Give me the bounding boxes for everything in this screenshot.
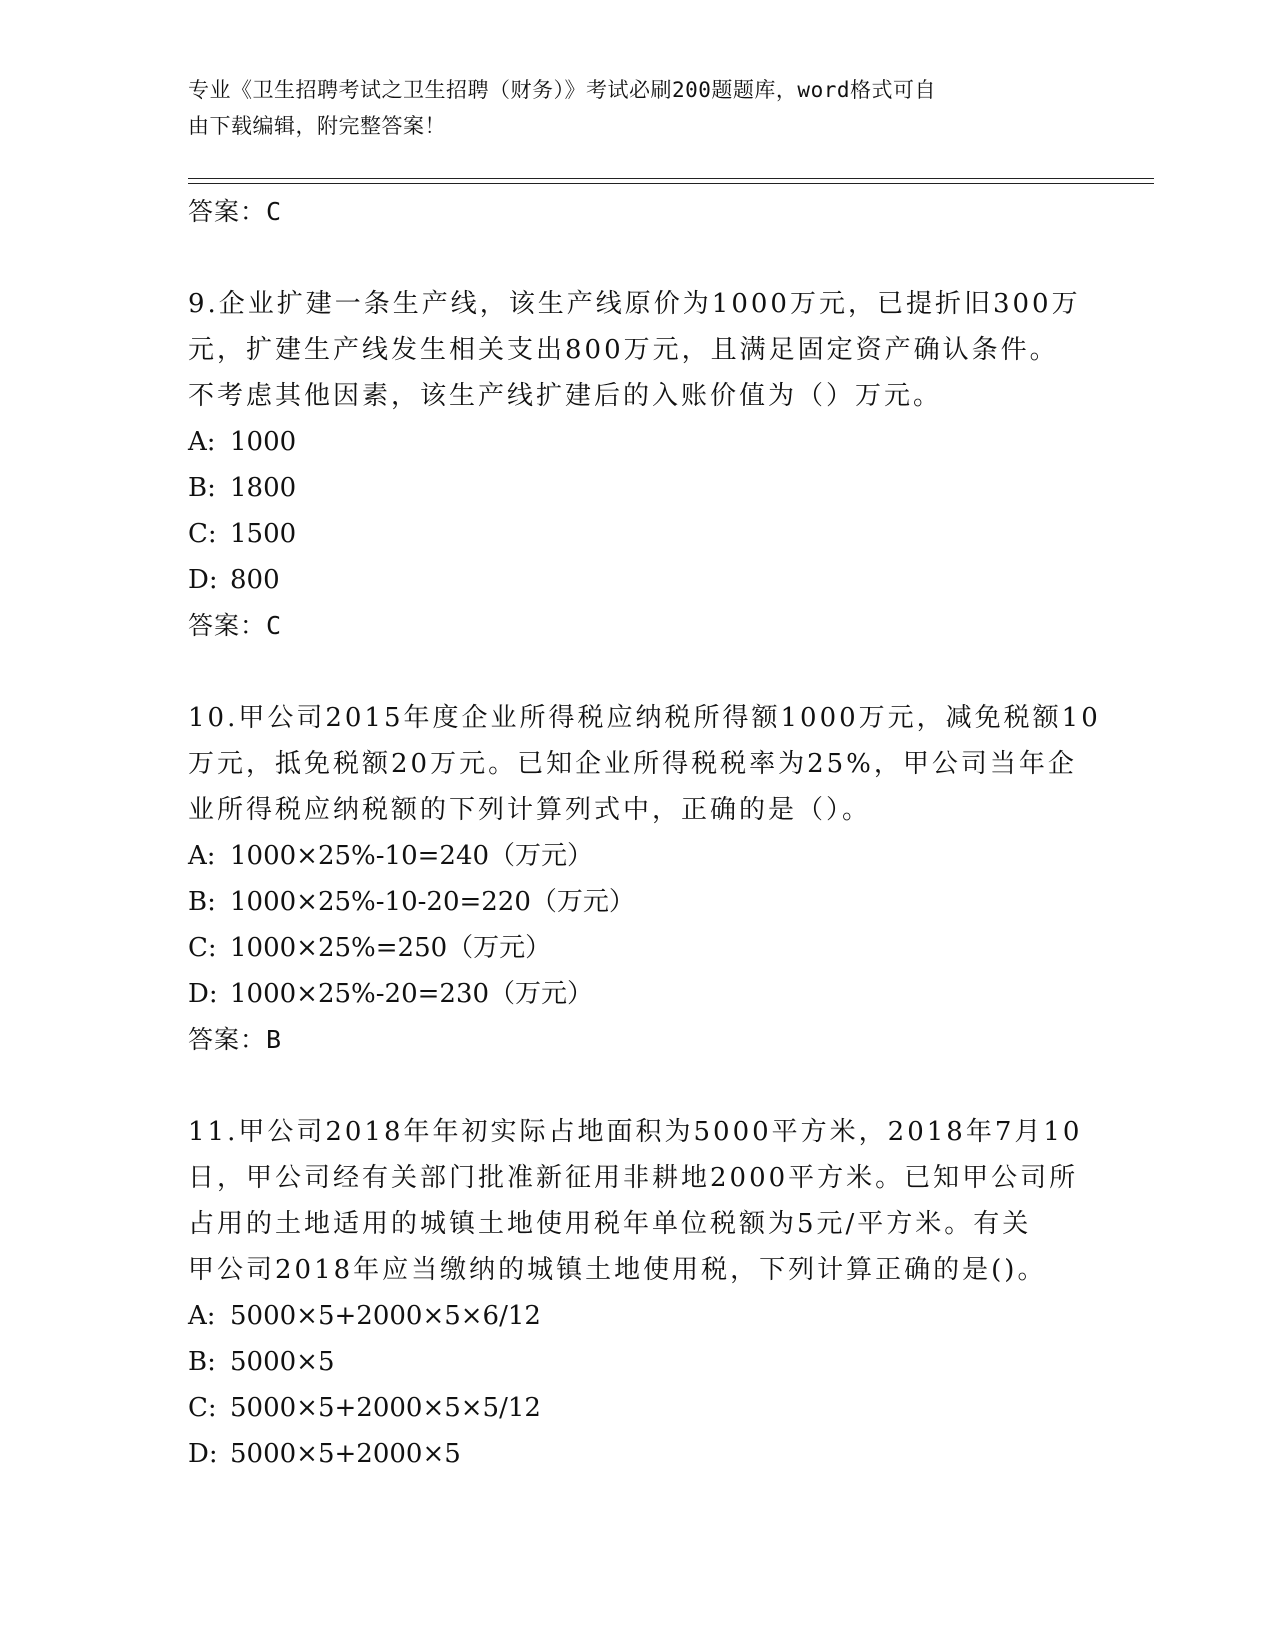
option-text: 1500 (230, 519, 297, 549)
option-d (188, 971, 1088, 1017)
spacer (188, 649, 1088, 695)
stem-line: 11.甲公司2018年年初实际占地面积为5000平方米，2018年7月10 (188, 1117, 1083, 1147)
question-9 (188, 281, 1088, 649)
spacer (188, 235, 1088, 281)
question-stem (188, 281, 1088, 419)
spacer (188, 1063, 1088, 1109)
option-c (188, 925, 1088, 971)
option-letter: C: (188, 1393, 217, 1423)
option-d (188, 557, 1088, 603)
option-text: 5000×5+2000×5×5/12 (230, 1393, 541, 1423)
question-list (188, 189, 1101, 1477)
stem-line: 甲公司2018年应当缴纳的城镇土地使用税，下列计算正确的是()。 (188, 1255, 1047, 1285)
option-text: 1000×25%-10=240（万元） (230, 841, 594, 871)
option-text: 800 (230, 565, 280, 595)
option-a (188, 419, 1088, 465)
option-text: 1000×25%-10-20=220（万元） (230, 887, 635, 917)
stem-line: 万元，抵免税额20万元。已知企业所得税税率为25%，甲公司当年企 (188, 749, 1077, 779)
option-b (188, 879, 1088, 925)
question-10 (188, 695, 1101, 1063)
option-letter: D: (188, 565, 218, 595)
stem-line: 不考虑其他因素，该生产线扩建后的入账价值为（）万元。 (188, 381, 943, 411)
stem-line: 9.企业扩建一条生产线，该生产线原价为1000万元，已提折旧300万 (188, 289, 1081, 319)
option-letter: D: (188, 1439, 218, 1469)
header-divider-top (188, 178, 1154, 179)
option-c (188, 511, 1088, 557)
stem-line: 占用的土地适用的城镇土地使用税年单位税额为5元/平方米。有关 (188, 1209, 1032, 1239)
option-letter: A: (188, 427, 216, 457)
question-11 (188, 1109, 1088, 1477)
stem-line: 业所得税应纳税额的下列计算列式中，正确的是（）。 (188, 795, 872, 825)
header-line-2: 由下载编辑，附完整答案！ (188, 114, 446, 138)
option-b (188, 1339, 1088, 1385)
question-stem (188, 1109, 1088, 1293)
stem-line: 日，甲公司经有关部门批准新征用非耕地2000平方米。已知甲公司所 (188, 1163, 1079, 1193)
option-letter: C: (188, 933, 217, 963)
stem-line: 10.甲公司2015年度企业所得税应纳税所得额1000万元，减免税额10 (188, 703, 1101, 733)
option-letter: B: (188, 1347, 216, 1377)
stem-line: 元，扩建生产线发生相关支出800万元，且满足固定资产确认条件。 (188, 335, 1059, 365)
option-a (188, 1293, 1088, 1339)
question-answer: 答案：C (188, 611, 283, 640)
question-answer: 答案：B (188, 1025, 283, 1054)
option-letter: A: (188, 841, 216, 871)
option-text: 1800 (230, 473, 297, 503)
option-text: 1000×25%-20=230（万元） (230, 979, 594, 1009)
option-letter: D: (188, 979, 218, 1009)
previous-answer: 答案：C (188, 197, 283, 226)
option-letter: A: (188, 1301, 216, 1331)
header-line-1: 专业《卫生招聘考试之卫生招聘（财务）》考试必刷200题题库，word格式可自 (188, 78, 936, 102)
option-text: 5000×5+2000×5×6/12 (230, 1301, 541, 1331)
header-divider-bottom (188, 183, 1154, 184)
option-letter: C: (188, 519, 217, 549)
question-stem (188, 695, 1101, 833)
option-a (188, 833, 1088, 879)
option-text: 1000×25%=250（万元） (230, 933, 552, 963)
option-d (188, 1431, 1088, 1477)
option-text: 5000×5+2000×5 (230, 1439, 461, 1469)
option-letter: B: (188, 473, 216, 503)
option-b (188, 465, 1088, 511)
option-c (188, 1385, 1088, 1431)
option-text: 5000×5 (230, 1347, 335, 1377)
option-letter: B: (188, 887, 216, 917)
document-header (188, 72, 1068, 144)
option-text: 1000 (230, 427, 297, 457)
